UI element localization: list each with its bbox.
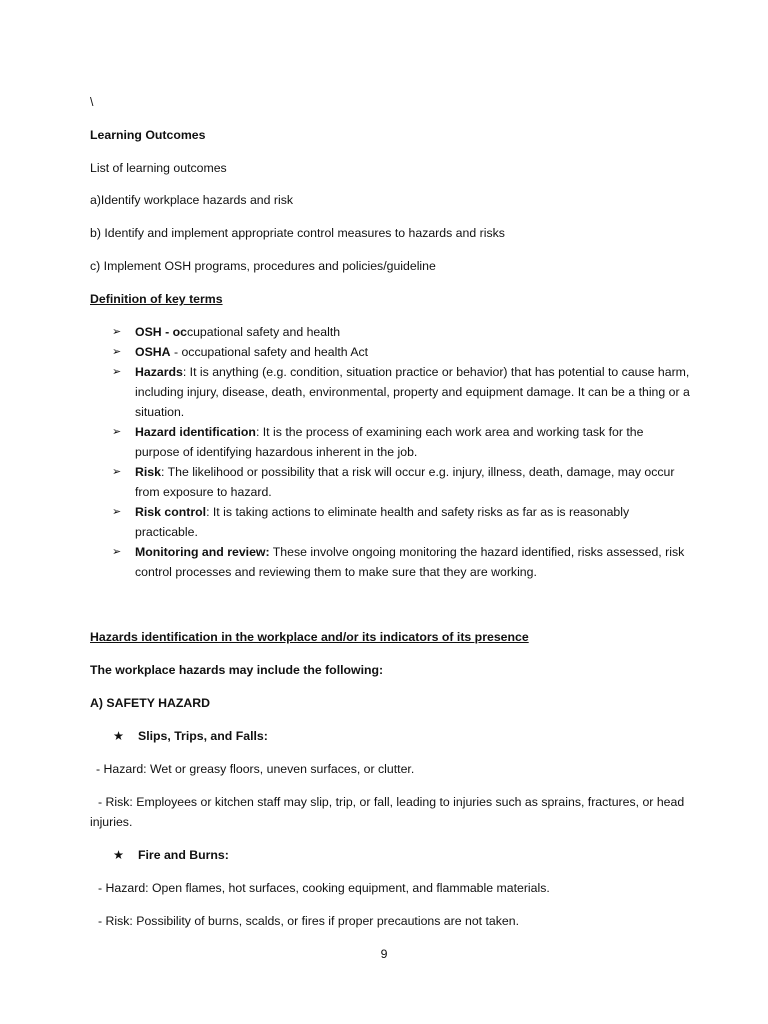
arrow-bullet-icon: ➢ [112,506,122,518]
definition-term: Risk control [135,505,207,519]
definition-item [90,342,690,362]
arrow-bullet-icon: ➢ [112,326,122,338]
fire-hazard: - Hazard: Open flames, hot surfaces, cooking equipment, and flammable materials. [98,881,550,895]
arrow-bullet-icon: ➢ [112,346,122,358]
definition-text: These involve ongoing monitoring the hazard identified, risks assessed, risk control processes and reviewing them to make sure that they are working. [135,545,685,579]
definition-text: : It is the process of examining each work area and working task for the purpose of identifying hazardous inherent in the job. [135,425,644,459]
slips-risk: - Risk: Employees or kitchen staff may slip, trip, or fall, leading to injuries such as sprains, fractures, or head injuries. [90,795,685,829]
fire-title: Fire and Burns: [138,848,229,862]
arrow-bullet-icon: ➢ [112,546,122,558]
definition-text: - occupational safety and health Act [170,345,369,359]
definitions-list [90,322,690,582]
definition-text: cupational safety and health [186,325,341,339]
star-bullet-icon: ★ [113,848,125,862]
definition-term: OSHA [135,345,171,359]
definition-term: OSH - oc [135,325,187,339]
learning-outcome-a: a)Identify workplace hazards and risk [90,193,293,207]
definition-term: Monitoring and review: [135,545,270,559]
arrow-bullet-icon: ➢ [112,426,122,438]
fire-risk: - Risk: Possibility of burns, scalds, or fires if proper precautions are not taken. [98,914,520,928]
slips-hazard: - Hazard: Wet or greasy floors, uneven surfaces, or clutter. [96,762,415,776]
hazards-heading: Hazards identification in the workplace and/or its indicators of its presence [90,630,529,644]
definition-item [90,542,690,582]
fire-title-line [113,845,229,865]
star-bullet-icon: ★ [113,729,125,743]
safety-hazard-heading: A) SAFETY HAZARD [90,696,211,710]
definition-item [90,322,690,342]
slips-title-line [113,726,268,746]
definition-text: : It is anything (e.g. condition, situation practice or behavior) that has potential to cause harm, including injury, disease, death, environmental, property and equipment damage. It can be a thing or a situation. [135,365,690,419]
definition-item [90,462,690,502]
learning-outcomes-intro: List of learning outcomes [90,161,227,175]
stray-backslash: \ [90,95,94,109]
definition-text: : The likelihood or possibility that a risk will occur e.g. injury, illness, death, damage, may occur from exposure to hazard. [135,465,675,499]
arrow-bullet-icon: ➢ [112,366,122,378]
learning-outcome-c: c) Implement OSH programs, procedures and policies/guideline [90,259,436,273]
definitions-heading: Definition of key terms [90,292,223,306]
learning-outcomes-heading: Learning Outcomes [90,128,206,142]
learning-outcome-b: b) Identify and implement appropriate control measures to hazards and risks [90,226,505,240]
slips-title: Slips, Trips, and Falls: [138,729,268,743]
definition-item [90,502,690,542]
definition-term: Hazard identification [135,425,256,439]
hazards-subheading: The workplace hazards may include the following: [90,663,384,677]
definition-text: : It is taking actions to eliminate health and safety risks as far as is reasonably practicable. [135,505,630,539]
page-number: 9 [380,947,388,961]
definition-term: Hazards [135,365,183,379]
arrow-bullet-icon: ➢ [112,466,122,478]
definition-term: Risk [135,465,161,479]
definition-item [90,422,690,462]
definition-item [90,362,690,422]
